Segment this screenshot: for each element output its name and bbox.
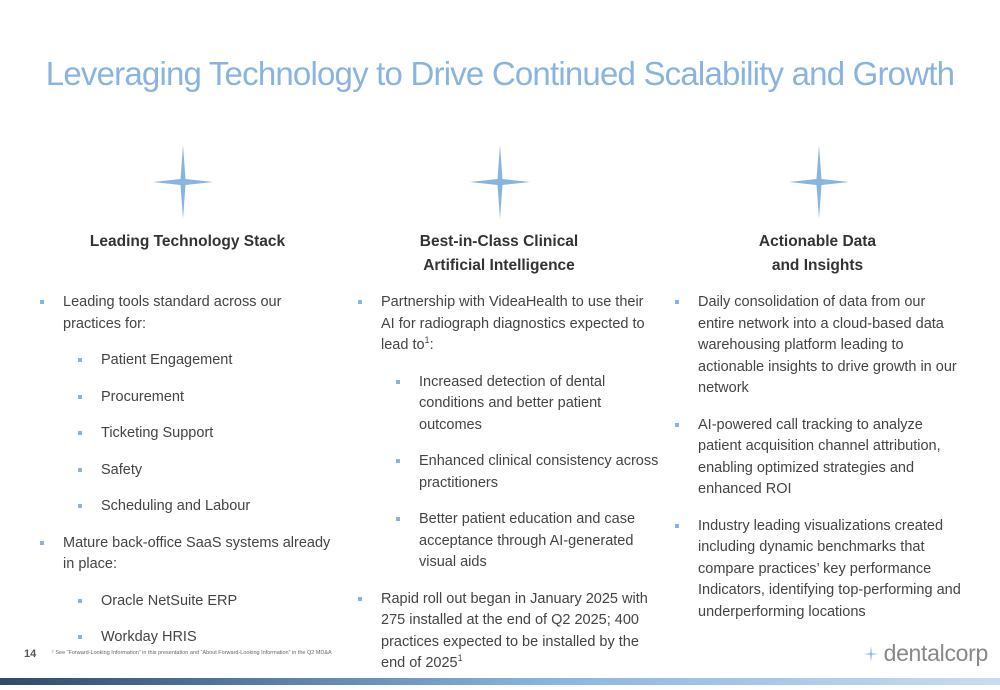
logo-text: dentalcorp <box>883 640 988 666</box>
list-item: Increased detection of dental conditions and better patient outcomes <box>396 372 660 437</box>
list-item: Oracle NetSuite ERP <box>78 591 335 613</box>
list-item: Leading tools standard across our practices for: <box>40 292 335 335</box>
list-item: Daily consolidation of data from our entire network into a cloud-based data warehousing platform leading to actionable insights to drive growth in our network <box>675 292 965 400</box>
list-item: Ticketing Support <box>78 423 335 445</box>
list-item: Safety <box>78 460 335 482</box>
list-item: Enhanced clinical consistency across practitioners <box>396 451 660 494</box>
bullet-list <box>40 292 335 649</box>
sparkle-icon <box>864 646 878 662</box>
sparkle-icon <box>470 145 530 219</box>
list-item: Scheduling and Labour <box>78 496 335 518</box>
list-item: Mature back-office SaaS systems already in place: <box>40 533 335 576</box>
slide-title: Leveraging Technology to Drive Continued Scalability and Growth <box>45 55 955 92</box>
list-item: Procurement <box>78 387 335 409</box>
bullet-list <box>675 292 965 623</box>
sparkle-icon <box>153 145 213 219</box>
footnote: ¹ See “Forward-Looking Information” in this presentation and “About Forward-Looking Information” in the Q2 MD&A <box>52 650 332 656</box>
column-technology-stack <box>40 230 335 664</box>
list-item: Workday HRIS <box>78 627 335 649</box>
bullet-list <box>358 292 660 675</box>
list-item: Rapid roll out began in January 2025 with 275 installed at the end of Q2 2025; 400 practices expected to be installed by the end of 2025$^1$ <box>358 589 660 675</box>
list-item: Industry leading visualizations created including dynamic benchmarks that compare practices’ key performance Indicators, identifying top-performing and underperforming locations <box>675 516 965 624</box>
company-logo <box>864 640 988 667</box>
column-data-insights <box>675 230 965 638</box>
list-item: Partnership with VideaHealth to use their AI for radiograph diagnostics expected to lead $to^1$: <box>358 292 660 357</box>
column-clinical-ai <box>358 230 660 690</box>
column-heading: Actionable Data and Insights <box>758 233 877 274</box>
list-item: Better patient education and case acceptance through AI-generated visual aids <box>396 509 660 574</box>
list-item: AI-powered call tracking to analyze patient acquisition channel attribution, enabling optimized strategies and enhanced ROI <box>675 415 965 501</box>
column-heading: Best-in-Class Clinical Artificial Intelligence <box>419 233 579 274</box>
sparkle-icon <box>789 145 849 219</box>
page-number: 14 <box>24 648 37 660</box>
list-item: Patient Engagement <box>78 350 335 372</box>
column-heading: Leading Technology Stack <box>89 233 286 250</box>
bottom-accent-bar <box>0 678 1000 685</box>
